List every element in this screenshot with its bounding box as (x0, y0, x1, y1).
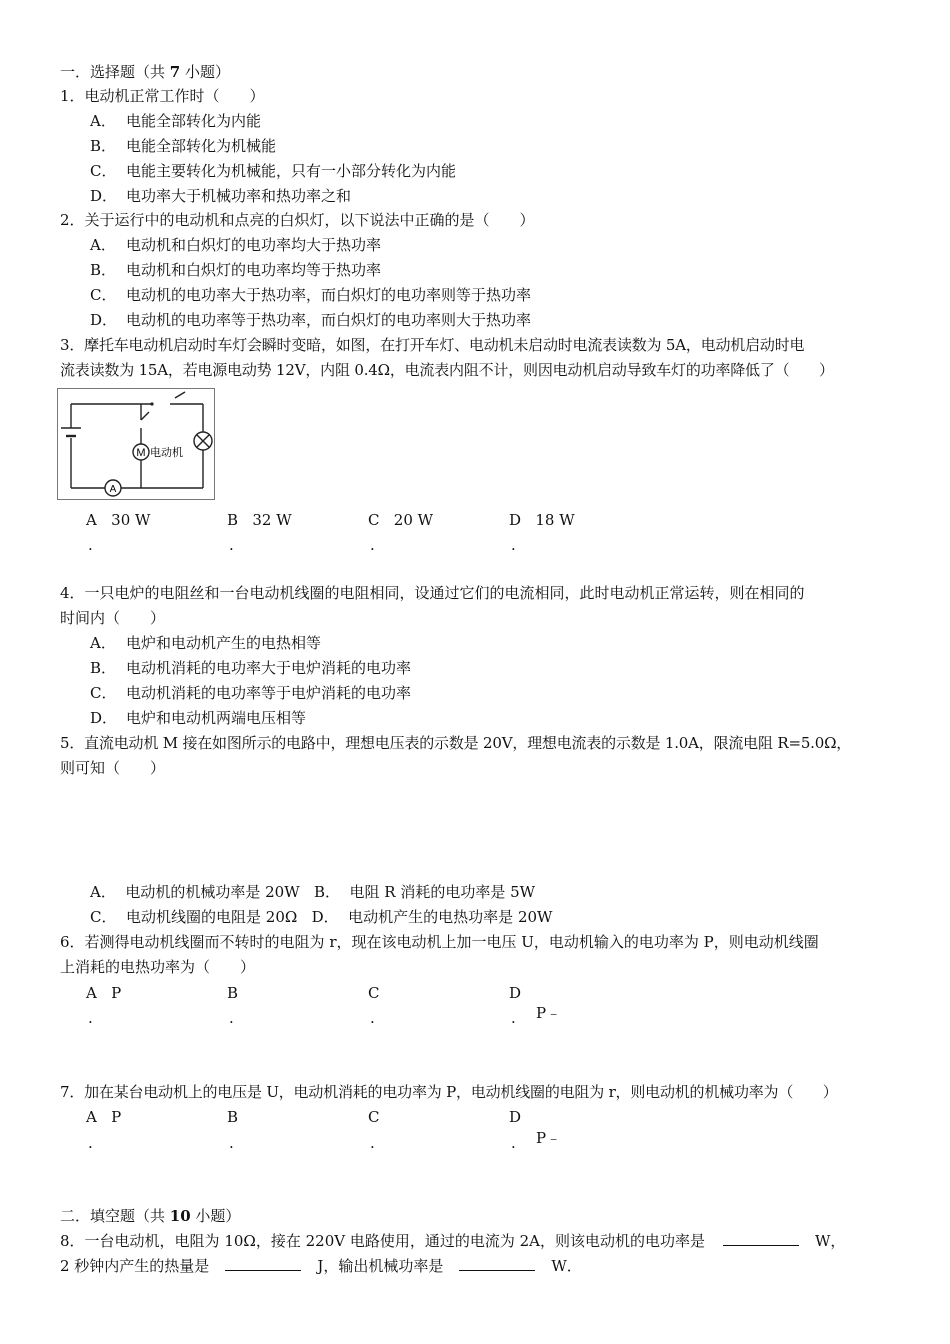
option-text: 电炉和电动机产生的电热相等 (126, 634, 322, 652)
switch-pivot (150, 402, 153, 405)
q7-option-d-text: P﹣ (536, 1129, 562, 1147)
option-text: P (111, 1108, 122, 1126)
q3-option-a[interactable] (86, 510, 150, 530)
q3-option-b[interactable] (227, 510, 292, 530)
section-header-suffix: 小题） (190, 1207, 241, 1225)
section-header-fill (60, 1206, 240, 1226)
option-text: 电炉和电动机两端电压相等 (126, 709, 307, 727)
q7-option-b-dot: . (229, 1134, 234, 1152)
q8-blank-power[interactable] (723, 1231, 799, 1246)
option-text: 电能全部转化为机械能 (126, 137, 277, 155)
option-label: D (509, 511, 522, 529)
option-label: C (368, 511, 380, 529)
section-header-suffix: 小题） (180, 63, 230, 81)
q8-blank-heat[interactable] (225, 1256, 301, 1271)
question-4-stem-line1: 4．一只电炉的电阻丝和一台电动机线圈的电阻相同，设通过它们的电流相同，此时电动机正常运转，则在相同的 (60, 584, 805, 602)
motor-label: 电动机 (150, 446, 183, 459)
q8-blank-mech-power[interactable] (459, 1256, 535, 1271)
option-text: 电动机和白炽灯的电功率均等于热功率 (126, 261, 382, 279)
q7-option-d[interactable] (509, 1107, 521, 1127)
option-text: 电动机的电功率等于热功率，而白炽灯的电功率则大于热功率 (126, 311, 532, 329)
option-label: A． (90, 634, 116, 652)
section-header-prefix: 二．填空题（共 (60, 1207, 170, 1225)
diagram-frame (58, 389, 215, 500)
option-label: A (86, 1108, 97, 1126)
q7-option-b[interactable] (227, 1107, 238, 1127)
question-7-stem: 7．加在某台电动机上的电压是 U，电动机消耗的电功率为 P，电动机线圈的电阻为 r，则电动机的机械功率为（ ） (60, 1083, 838, 1101)
q2-option-a[interactable] (90, 235, 381, 255)
option-text: 电动机消耗的电功率等于电炉消耗的电功率 (126, 684, 412, 702)
q8-text-part: W． (551, 1257, 582, 1275)
q1-option-b[interactable] (90, 136, 276, 156)
option-text: 32 W (252, 511, 292, 529)
q8-text-part: J，输出机械功率是 (317, 1257, 444, 1275)
option-label: B (227, 511, 239, 529)
question-2-stem: 2．关于运行中的电动机和点亮的白炽灯，以下说法中正确的是（ ） (60, 211, 535, 229)
q6-option-c[interactable] (368, 983, 379, 1003)
q4-option-b[interactable] (90, 658, 411, 678)
option-label: C (368, 1108, 380, 1126)
q3-option-c[interactable] (368, 510, 433, 530)
option-label: C． (90, 684, 117, 702)
q3-option-a-dot: . (88, 536, 93, 554)
q7-option-c-dot: . (370, 1134, 375, 1152)
q6-option-a[interactable] (86, 983, 121, 1003)
q7-option-a[interactable] (86, 1107, 121, 1127)
option-text: 电动机消耗的电功率大于电炉消耗的电功率 (126, 659, 412, 677)
option-text: 电动机的电功率大于热功率，而白炽灯的电功率则等于热功率 (126, 286, 532, 304)
q6-option-b[interactable] (227, 983, 238, 1003)
option-text: 电能全部转化为内能 (126, 112, 262, 130)
question-6-stem-line1: 6．若测得电动机线圈而不转时的电阻为 r，现在该电动机上加一电压 U，电动机输入的电功率为 P，则电动机线圈 (60, 933, 819, 951)
option-text: 电功率大于机械功率和热功率之和 (126, 187, 352, 205)
question-1-stem: 1．电动机正常工作时（ ） (60, 87, 265, 105)
section-header-prefix: 一．选择题（共 (60, 63, 170, 81)
q7-option-c[interactable] (368, 1107, 379, 1127)
question-3-stem-line2: 流表读数为 15A，若电源电动势 12V，内阻 0.4Ω，电流表内阻不计，则因电动机启动导致车灯的功率降低了（ ） (60, 361, 834, 379)
q2-option-d[interactable] (90, 310, 531, 330)
section-header-count: 7 (169, 63, 181, 81)
q6-option-d-text: P﹣ (536, 1004, 562, 1022)
option-label: C． (90, 162, 117, 180)
q2-option-c[interactable] (90, 285, 531, 305)
section-header-choice (60, 62, 230, 82)
option-label: B． (90, 137, 117, 155)
option-label: D (509, 984, 522, 1002)
q3-option-d-dot: . (511, 536, 516, 554)
option-label: B． (90, 261, 117, 279)
q6-option-c-dot: . (370, 1009, 375, 1027)
option-label: A (86, 984, 97, 1002)
q1-option-a[interactable] (90, 111, 261, 131)
option-text: P (111, 984, 122, 1002)
q8-text-part: 8．一台电动机，电阻为 10Ω，接在 220V 电路使用，通过的电流为 2A，则该电动机的电功率是 (60, 1232, 705, 1250)
question-6-stem-line2: 上消耗的电热功率为（ ） (60, 958, 256, 976)
option-label: C． (90, 286, 117, 304)
q8-text-part: W， (814, 1232, 846, 1250)
q6-option-d-dot: . (511, 1009, 516, 1027)
option-label: D． (90, 187, 118, 205)
q4-option-a[interactable] (90, 633, 321, 653)
option-text: 18 W (535, 511, 575, 529)
motor-symbol: M (136, 447, 146, 459)
q7-option-a-dot: . (88, 1134, 93, 1152)
option-label: A． (90, 236, 116, 254)
option-label: B (227, 1108, 239, 1126)
q2-option-b[interactable] (90, 260, 381, 280)
option-text: 30 W (111, 511, 151, 529)
q6-option-b-dot: . (229, 1009, 234, 1027)
q3-option-b-dot: . (229, 536, 234, 554)
q1-option-d[interactable] (90, 186, 351, 206)
q4-option-d[interactable] (90, 708, 306, 728)
question-8-line2 (60, 1256, 582, 1276)
q8-text-part: 2 秒钟内产生的热量是 (60, 1257, 210, 1275)
ammeter-symbol: A (109, 484, 117, 495)
q3-option-c-dot: . (370, 536, 375, 554)
option-text: 电能主要转化为机械能，只有一小部分转化为内能 (126, 162, 457, 180)
option-label: D (509, 1108, 522, 1126)
q3-circuit-diagram (57, 388, 215, 500)
q5-options-row-2[interactable]: C． 电动机线圈的电阻是 20Ω D． 电动机产生的电热功率是 20W (90, 908, 553, 926)
question-4-stem-line2: 时间内（ ） (60, 609, 166, 627)
option-label: B (227, 984, 239, 1002)
q7-option-d-dot: . (511, 1134, 516, 1152)
question-5-stem-line1: 5．直流电动机 M 接在如图所示的电路中，理想电压表的示数是 20V，理想电流表的示数是 1.0A，限流电阻 R=5.0Ω， (60, 734, 852, 752)
question-5-stem-line2: 则可知（ ） (60, 759, 166, 777)
q1-option-c[interactable] (90, 161, 456, 181)
q6-option-a-dot: . (88, 1009, 93, 1027)
section-header-count: 10 (169, 1207, 191, 1225)
option-label: D． (90, 709, 118, 727)
option-label: A (86, 511, 97, 529)
option-label: D． (90, 311, 118, 329)
question-8-line1 (60, 1231, 845, 1251)
q3-option-d[interactable] (509, 510, 575, 530)
option-label: A． (90, 112, 116, 130)
q6-option-d[interactable] (509, 983, 521, 1003)
q5-options-row-1[interactable]: A． 电动机的机械功率是 20W B． 电阻 R 消耗的电功率是 5W (90, 883, 536, 901)
option-label: B． (90, 659, 117, 677)
option-text: 电动机和白炽灯的电功率均大于热功率 (126, 236, 382, 254)
option-label: C (368, 984, 380, 1002)
q4-option-c[interactable] (90, 683, 411, 703)
option-text: 20 W (393, 511, 434, 529)
question-3-stem-line1: 3．摩托车电动机启动时车灯会瞬时变暗，如图，在打开车灯、电动机未启动时电流表读数为 5A，电动机启动时电 (60, 336, 805, 354)
